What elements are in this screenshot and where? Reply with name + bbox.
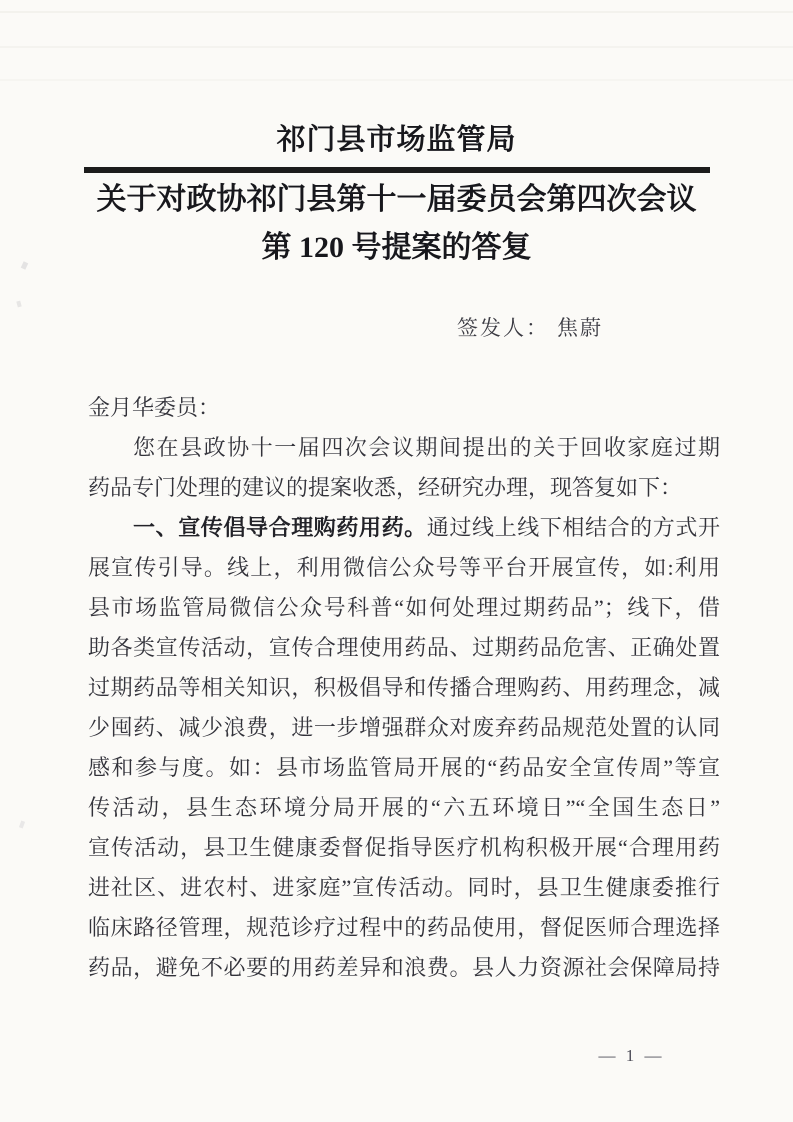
document-title <box>0 181 793 267</box>
body-line: 传活动，县生态环境分局开展的“六五环境日”“全国生态日” <box>88 795 720 820</box>
body-line: 您在县政协十一届四次会议期间提出的关于回收家庭过期 <box>133 435 720 460</box>
scan-speck <box>16 301 21 308</box>
body-line: 进社区、进农村、进家庭”宣传活动。同时，县卫生健康委推行 <box>88 875 720 900</box>
body-line: 感和参与度。如：县市场监管局开展的“药品安全宣传周”等宣 <box>88 755 720 780</box>
signer-name: 焦蔚 <box>557 316 603 340</box>
signer-line <box>457 315 603 341</box>
letterhead-org-name: 祁门县市场监管局 <box>276 124 517 156</box>
body-line: 药品，避免不必要的用药差异和浪费。县人力资源社会保障局持 <box>88 955 720 980</box>
salutation-line: 金月华委员： <box>88 395 221 420</box>
scan-streak <box>0 11 793 13</box>
body-line: 展宣传引导。线上，利用微信公众号等平台开展宣传，如:利用 <box>88 555 720 580</box>
body-line: 临床路径管理，规范诊疗过程中的药品使用，督促医师合理选择 <box>88 915 720 940</box>
scan-speck <box>19 821 25 829</box>
signer-label: 签发人： <box>457 316 549 340</box>
body-line: 助各类宣传活动，宣传合理使用药品、过期药品危害、正确处置 <box>88 635 720 660</box>
body-line: 宣传活动，县卫生健康委督促指导医疗机构积极开展“合理用药 <box>88 835 720 860</box>
letterhead-rule <box>84 167 710 173</box>
body-line: 县市场监管局微信公众号科普“如何处理过期药品”；线下，借 <box>88 595 721 620</box>
body-line: 少囤药、减少浪费，进一步增强群众对废弃药品规范处置的认同 <box>88 715 720 740</box>
document-title-line1: 关于对政协祁门县第十一届委员会第四次会议 <box>96 183 697 216</box>
scan-streak <box>0 79 793 81</box>
section-heading: 一、宣传倡导合理购药用药。 <box>133 515 427 540</box>
body-line <box>88 508 720 548</box>
scan-streak <box>0 46 793 48</box>
body-line-text: 通过线上线下相结合的方式开 <box>426 515 720 540</box>
page-number: — 1 — <box>598 1046 662 1065</box>
document-title-line2: 第 120 号提案的答复 <box>261 231 532 264</box>
letter-body <box>88 388 720 988</box>
body-line: 药品专门处理的建议的提案收悉，经研究办理，现答复如下： <box>88 475 683 500</box>
body-line: 过期药品等相关知识，积极倡导和传播合理购药、用药理念，减 <box>88 675 720 700</box>
